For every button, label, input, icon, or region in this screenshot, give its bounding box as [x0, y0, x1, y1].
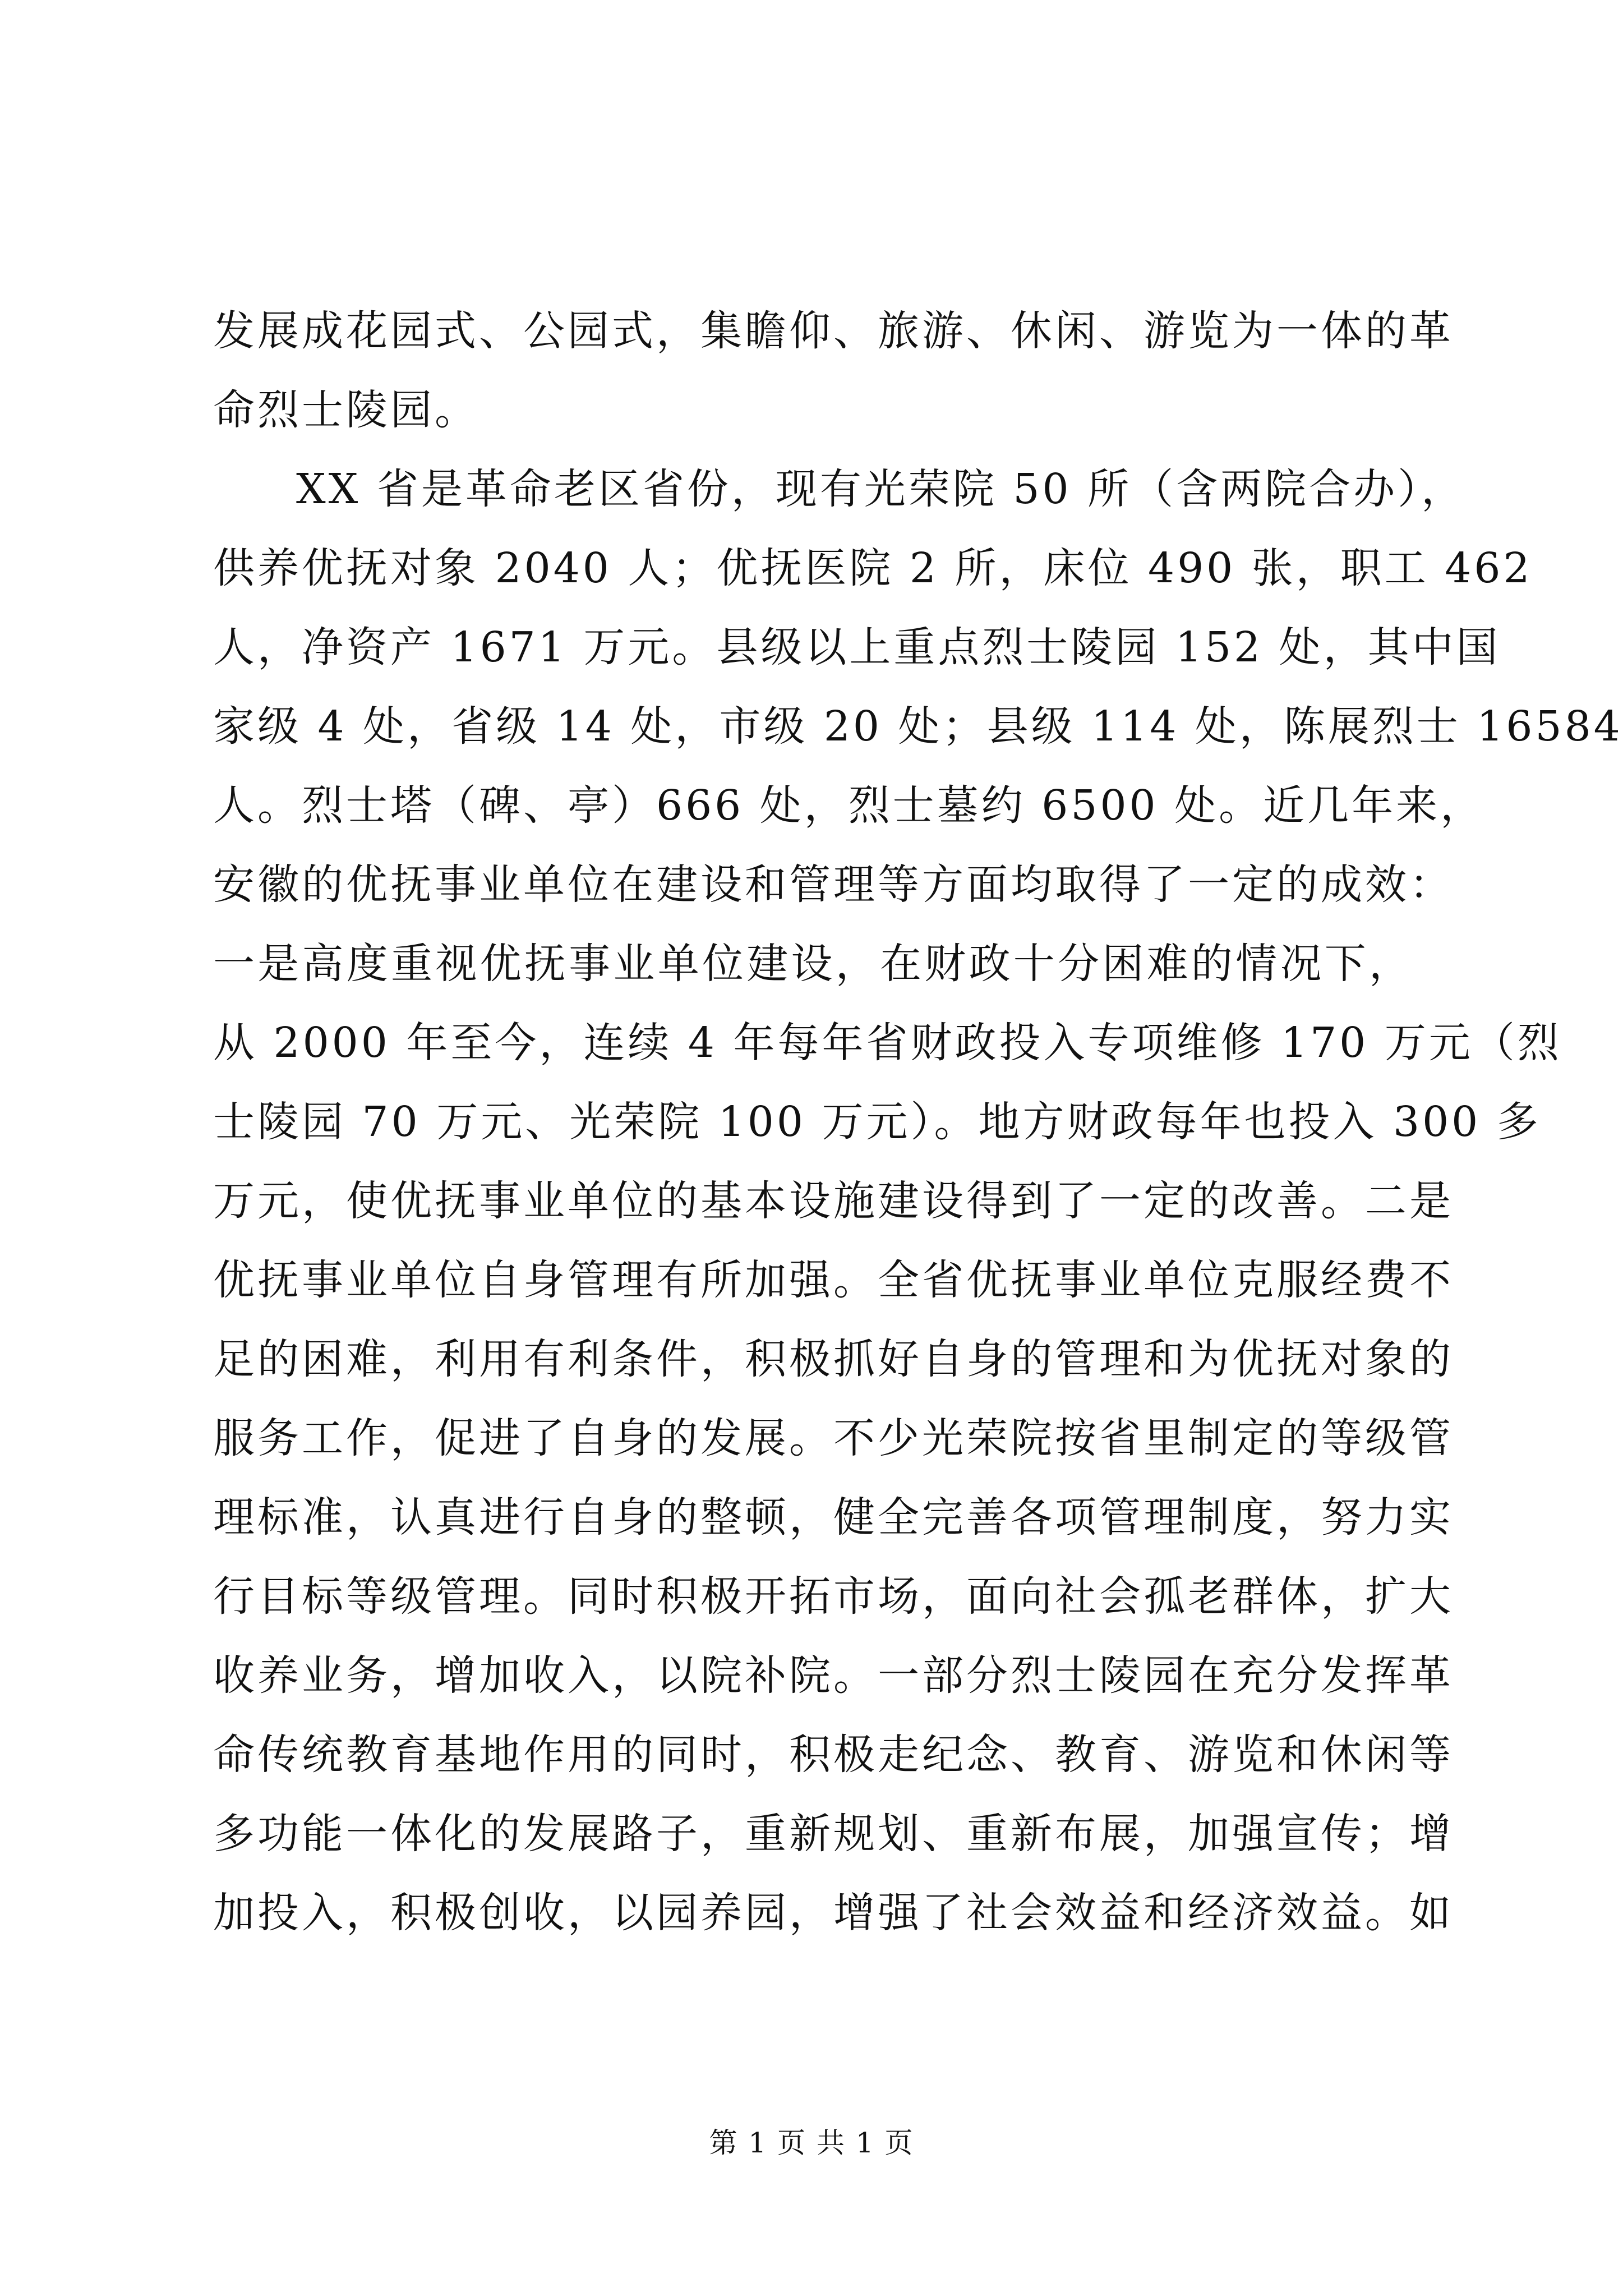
text-line: 加投入，积极创收，以园养园，增强了社会效益和经济效益。如	[213, 1889, 1454, 1937]
text-line: 人，净资产 1671 万元。县级以上重点烈士陵园 152 处，其中国	[213, 623, 1501, 671]
text-line: 供养优抚对象 2040 人；优抚医院 2 所，床位 490 张，职工 462	[213, 544, 1533, 592]
text-line: 命烈士陵园。	[213, 386, 479, 434]
text-line: 从 2000 年至今，连续 4 年每年省财政投入专项维修 170 万元（烈	[213, 1019, 1562, 1067]
text-line: 收养业务，增加收入，以院补院。一部分烈士陵园在充分发挥革	[213, 1651, 1454, 1700]
text-line: 一是高度重视优抚事业单位建设，在财政十分困难的情况下，	[213, 940, 1413, 988]
text-line: XX 省是革命老区省份，现有光荣院 50 所（含两院合办），	[296, 465, 1466, 513]
text-line: 优抚事业单位自身管理有所加强。全省优抚事业单位克服经费不	[213, 1256, 1454, 1304]
text-line: 命传统教育基地作用的同时，积极走纪念、教育、游览和休闲等	[213, 1731, 1454, 1779]
text-line: 行目标等级管理。同时积极开拓市场，面向社会孤老群体，扩大	[213, 1572, 1454, 1621]
text-line: 安徽的优抚事业单位在建设和管理等方面均取得了一定的成效：	[213, 861, 1454, 909]
text-line: 多功能一体化的发展路子，重新规划、重新布展，加强宣传；增	[213, 1810, 1454, 1858]
text-line: 万元，使优抚事业单位的基本设施建设得到了一定的改善。二是	[213, 1177, 1454, 1225]
body-text	[213, 292, 1623, 1953]
text-line: 人。烈士塔（碑、亭）666 处，烈士墓约 6500 处。近几年来，	[213, 781, 1485, 830]
text-line: 发展成花园式、公园式，集瞻仰、旅游、休闲、游览为一体的革	[213, 307, 1454, 355]
text-line: 家级 4 处，省级 14 处，市级 20 处；县级 114 处，陈展烈士 16584	[213, 702, 1623, 751]
text-line: 士陵园 70 万元、光荣院 100 万元）。地方财政每年也投入 300 多	[213, 1098, 1541, 1146]
text-line: 服务工作，促进了自身的发展。不少光荣院按省里制定的等级管	[213, 1414, 1454, 1462]
text-line: 理标准，认真进行自身的整顿，健全完善各项管理制度，努力实	[213, 1493, 1454, 1542]
page-footer: 第 1 页 共 1 页	[709, 2127, 914, 2159]
text-line: 足的困难，利用有利条件，积极抓好自身的管理和为优抚对象的	[213, 1335, 1454, 1383]
